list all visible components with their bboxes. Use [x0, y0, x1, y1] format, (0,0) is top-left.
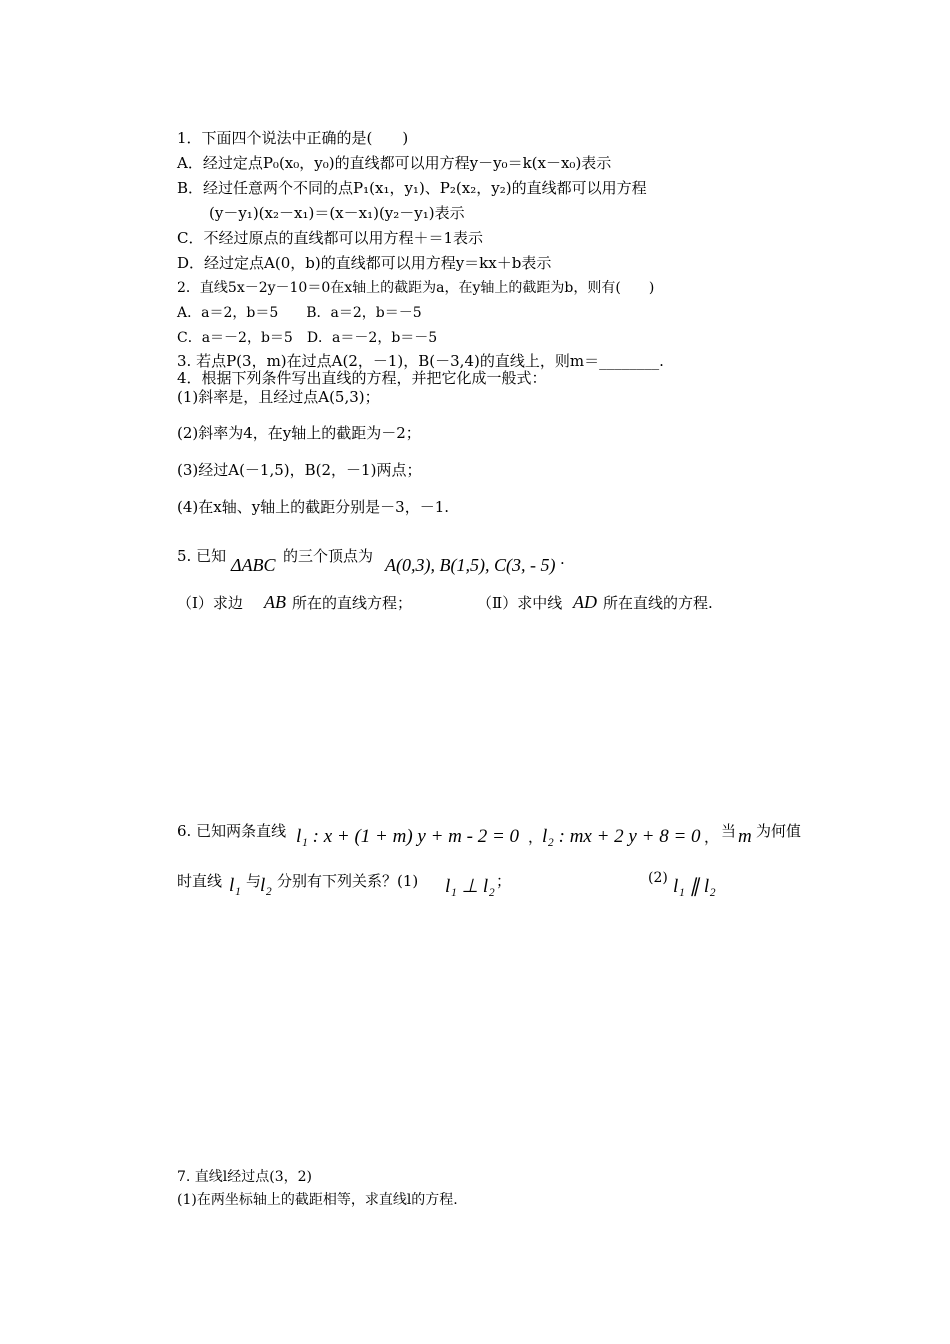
q6-and: 与	[246, 872, 262, 890]
q5-part2-post: 所在直线的方程.	[603, 594, 713, 612]
q5-part2-pre: （Ⅱ）求中线	[477, 594, 563, 612]
q2-options-cd: C．a＝－2，b＝5 D．a＝－2，b＝－5	[177, 330, 438, 346]
q5-vertices: A(0,3), B(1,5), C(3, - 5)	[385, 555, 556, 575]
q3-stem: 3. 若点P(3，m)在过点A(2，－1)，B(－3,4)的直线上，则m＝________.	[177, 352, 664, 370]
q4-part3: (3)经过A(－1,5)，B(2，－1)两点；	[177, 461, 422, 479]
q5-prefix: 5. 已知	[177, 547, 227, 565]
q5-triangle: ΔABC	[231, 555, 276, 575]
q4-stem: 4．根据下列条件写出直线的方程，并把它化成一般式：	[177, 369, 547, 387]
q2-options-ab: A．a＝2，b＝5 B．a＝2，b＝－5	[177, 305, 422, 321]
q6-prefix: 6. 已知两条直线	[177, 822, 287, 840]
q6-line2-pre: 时直线	[177, 872, 223, 890]
q4-part1: (1)斜率是，且经过点A(5,3)；	[177, 388, 380, 406]
q2-stem: 2．直线5x－2y－10＝0在x轴上的截距为a，在y轴上的截距为b，则有( )	[177, 280, 655, 296]
q6-m: m	[738, 826, 752, 847]
q4-part4: (4)在x轴、y轴上的截距分别是－3，－1.	[177, 498, 450, 516]
q7-stem: 7. 直线l经过点(3，2)	[177, 1169, 313, 1185]
q7-part1: (1)在两坐标轴上的截距相等，求直线l的方程.	[177, 1192, 458, 1208]
q1-option-a: A．经过定点P₀(x₀，y₀)的直线都可以用方程y－y₀＝k(x－x₀)表示	[177, 154, 612, 172]
q6-semicolon: ；	[496, 872, 512, 890]
q4-part2: (2)斜率为4，在y轴上的截距为－2；	[177, 424, 421, 442]
q5-part2-var: AD	[573, 592, 597, 612]
q6-part2-label: (2)	[648, 870, 668, 886]
q6-line1-eq: l₁ : x + (1 + m) y + m - 2 = 0	[296, 826, 520, 847]
q6-parallel: l₁ ∥ l₂	[673, 876, 716, 897]
q6-when: 当	[721, 822, 737, 840]
q5-part1-var: AB	[264, 592, 286, 612]
q6-line2-eq: l₂ : mx + 2 y + 8 = 0	[542, 826, 701, 847]
q1-option-c: C．不经过原点的直线都可以用方程＋＝1表示	[177, 229, 484, 247]
q5-mid: 的三个顶点为	[283, 547, 374, 565]
q1-option-b-cont: (y－y₁)(x₂－x₁)＝(x－x₁)(y₂－y₁)表示	[209, 204, 465, 222]
q6-perpendicular: l₁ ⊥ l₂	[445, 876, 495, 897]
q1-option-b: B．经过任意两个不同的点P₁(x₁，y₁)、P₂(x₂，y₂)的直线都可以用方程	[177, 179, 647, 197]
q6-suffix: 为何值	[756, 822, 802, 840]
q5-end: .	[560, 550, 565, 568]
q6-l2-name: l₂	[260, 875, 272, 896]
q6-comma1: ，	[528, 828, 544, 846]
q1-stem: 1．下面四个说法中正确的是( )	[177, 129, 409, 147]
q5-part1-post: 所在的直线方程；	[292, 594, 413, 612]
q1-option-d: D．经过定点A(0，b)的直线都可以用方程y＝kx＋b表示	[177, 254, 552, 272]
q5-part1-pre: （Ⅰ）求边	[177, 594, 243, 612]
q6-comma2: ，	[704, 828, 720, 846]
q6-l1-name: l₁	[229, 875, 241, 896]
q6-relation-text: 分别有下列关系？(1)	[277, 872, 419, 890]
